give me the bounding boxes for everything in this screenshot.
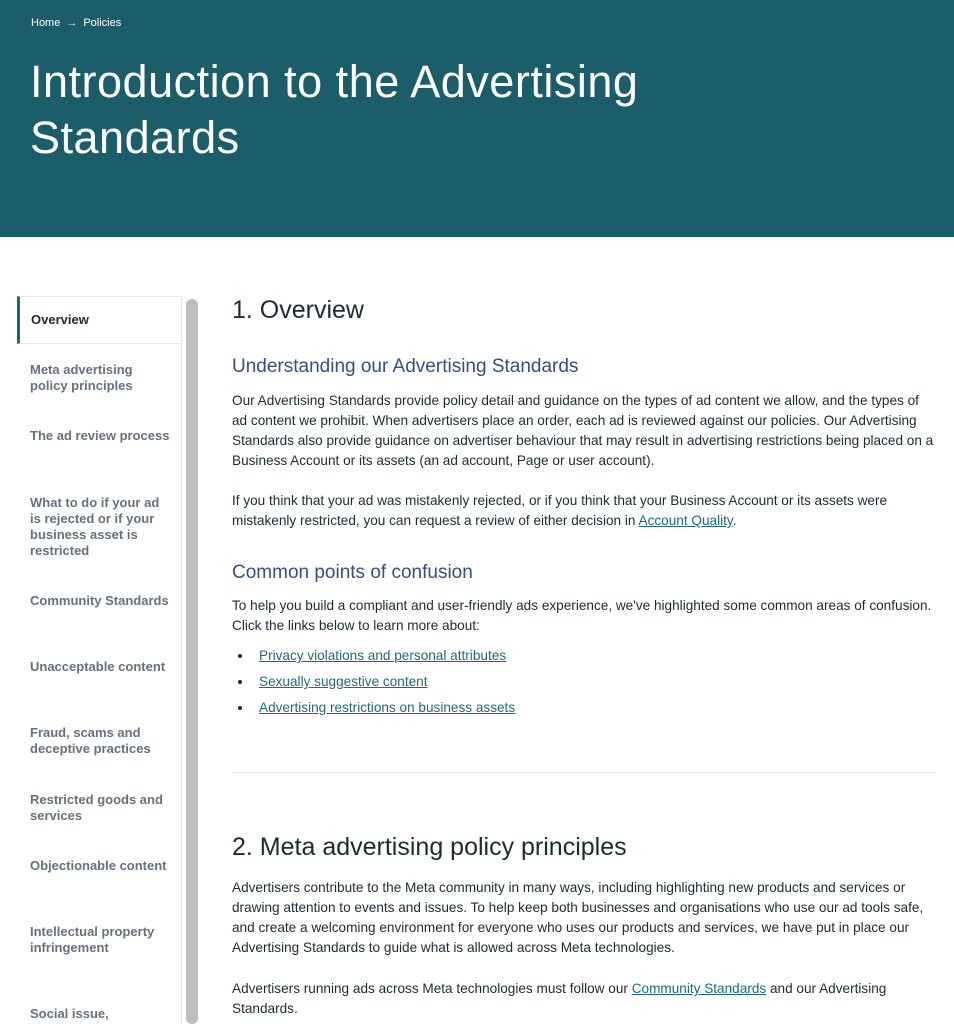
sidebar-item-principles[interactable]: Meta advertising policy principles	[30, 362, 133, 393]
sidebar-item-overview[interactable]	[17, 296, 181, 344]
text: .	[732, 513, 737, 528]
paragraph-review-request	[232, 491, 936, 531]
paragraph-standards-intro: Our Advertising Standards provide policy detail and guidance on the types of ad content we allow, and the types of ad content we prohibit. When advertisers place an order, each ad is reviewed against our policies. Our Advertising Standards also provide guidance on advertiser behaviour that may result in advertising restrictions being placed on a Business Account or its assets (an ad account, Page or user account).	[232, 393, 934, 468]
hero-banner	[0, 0, 954, 237]
account-quality-link[interactable]: Account Quality	[638, 513, 733, 528]
arrow-right-icon: →	[66, 17, 78, 29]
sidebar-item-ip[interactable]: Intellectual property infringement	[30, 924, 155, 955]
sidebar-item-objectionable[interactable]: Objectionable content	[30, 858, 167, 873]
paragraph-community-standards	[232, 979, 936, 1019]
sidebar-scrollbar[interactable]	[186, 299, 198, 1024]
bullet-icon	[238, 706, 242, 710]
sexually-suggestive-link[interactable]: Sexually suggestive content	[259, 674, 428, 689]
sidebar-nav	[17, 296, 182, 1024]
sidebar-item-review-process[interactable]: The ad review process	[30, 428, 170, 443]
confusion-link-list	[232, 646, 515, 724]
privacy-violations-link[interactable]: Privacy violations and personal attributes	[259, 648, 507, 663]
page-title: Introduction to the Advertising Standards	[30, 56, 639, 163]
sidebar-item-rejected[interactable]: What to do if your ad is rejected or if your business asset is restricted	[30, 495, 160, 558]
sidebar-item-community-standards[interactable]: Community Standards	[30, 593, 169, 608]
section-heading-overview: 1. Overview	[232, 296, 364, 324]
section-heading-principles: 2. Meta advertising policy principles	[232, 833, 627, 861]
community-standards-link[interactable]: Community Standards	[631, 981, 767, 996]
subheading-understanding: Understanding our Advertising Standards	[232, 356, 579, 377]
text: Advertisers running ads across Meta technologies must follow our	[232, 981, 632, 996]
business-assets-link[interactable]: Advertising restrictions on business assets	[259, 700, 516, 715]
breadcrumb	[31, 17, 121, 29]
subheading-confusion: Common points of confusion	[232, 562, 473, 583]
sidebar-item-unacceptable[interactable]: Unacceptable content	[30, 659, 166, 674]
section-divider	[232, 772, 936, 773]
sidebar-item-social-issue[interactable]: Social issue,	[30, 1006, 109, 1021]
paragraph-confusion-intro: To help you build a compliant and user-friendly ads experience, we've highlighted some common areas of confusion. Click the links below to learn more about:	[232, 598, 932, 633]
bullet-icon	[238, 680, 242, 684]
sidebar-item-restricted-goods[interactable]: Restricted goods and services	[30, 792, 163, 823]
breadcrumb-current[interactable]: Policies	[83, 17, 122, 29]
sidebar-item-label: Overview	[31, 312, 89, 327]
sidebar-item-fraud[interactable]: Fraud, scams and deceptive practices	[30, 725, 151, 756]
text: and our Advertising Standards.	[232, 981, 887, 1016]
list-item	[232, 646, 515, 672]
paragraph-principles-intro: Advertisers contribute to the Meta community in many ways, including highlighting new products and services or drawing attention to events and issues. To help keep both businesses and organisations who use our ad tools safe, and create a welcoming environment for everyone who uses our products and services, we have put in place our Advertising Standards to guide what is allowed across Meta technologies.	[232, 880, 924, 955]
bullet-icon	[238, 654, 242, 658]
list-item	[232, 698, 515, 724]
text: If you think that your ad was mistakenly rejected, or if you think that your Business Account or its assets were mistakenly restricted, you can request a review of either decision in	[232, 493, 888, 528]
list-item	[232, 672, 515, 698]
breadcrumb-home-link[interactable]: Home	[31, 17, 61, 29]
